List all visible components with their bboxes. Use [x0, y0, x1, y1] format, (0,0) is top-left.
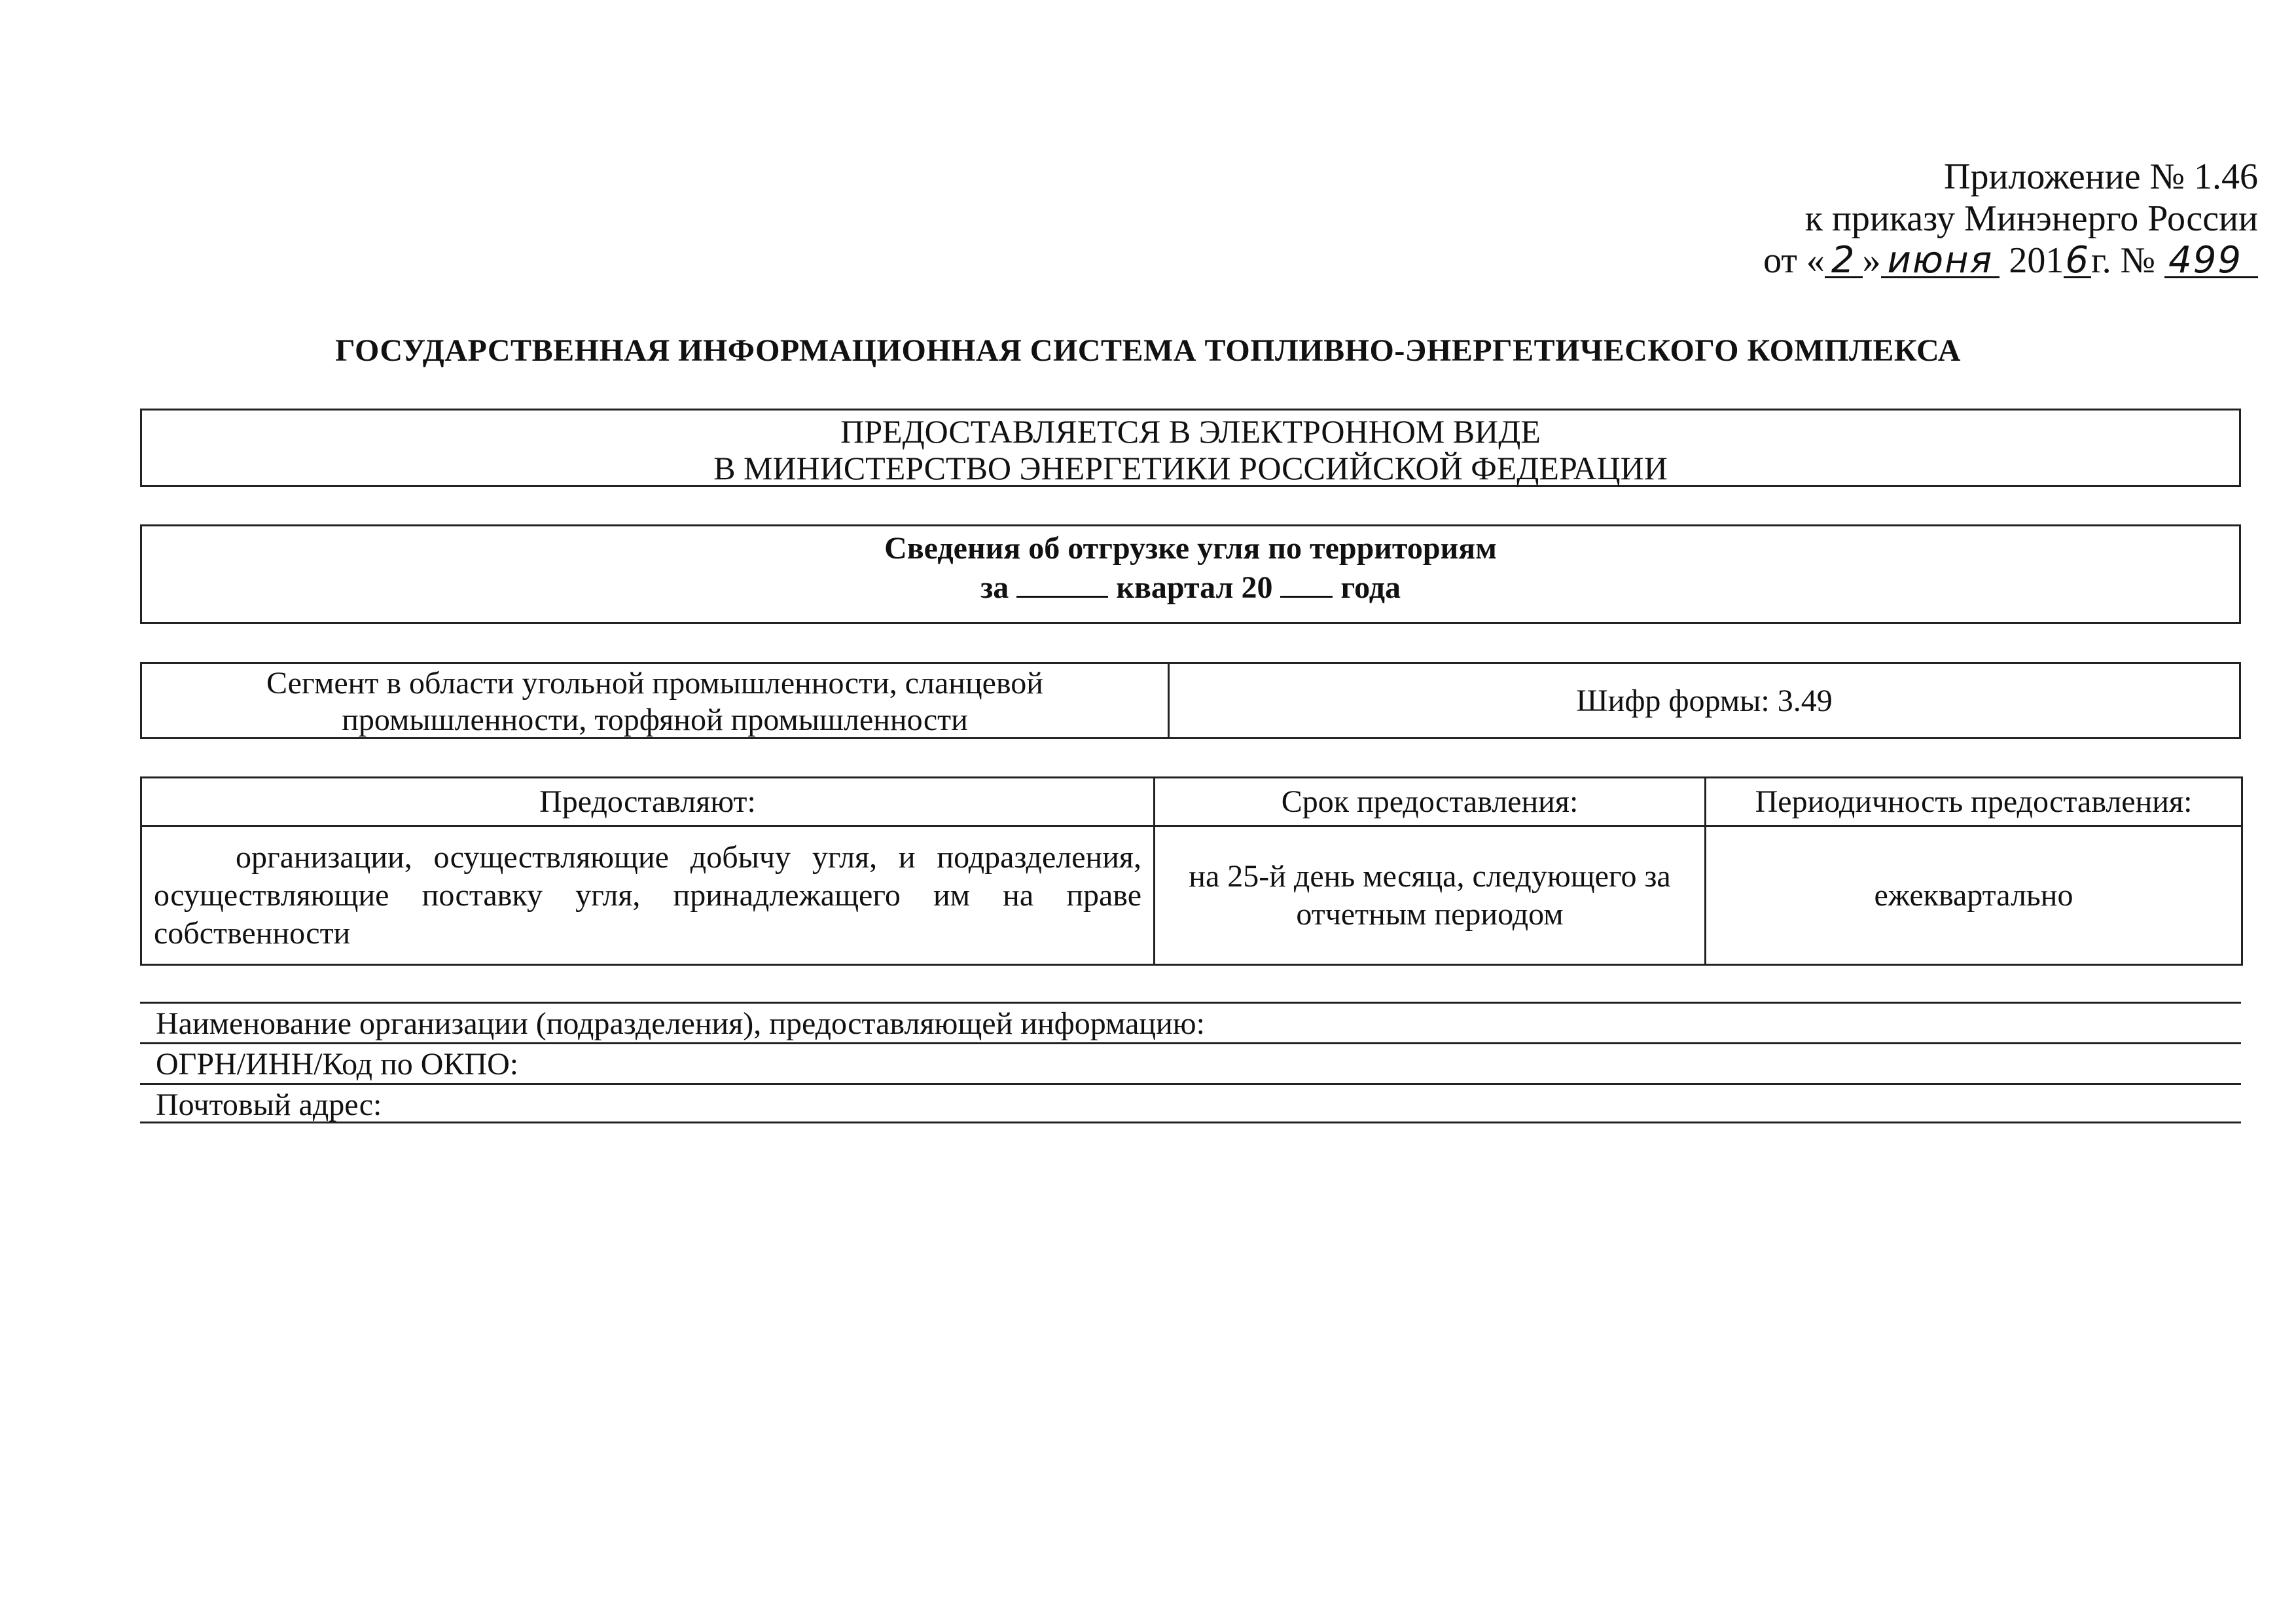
handwritten-day: 2 — [1825, 245, 1863, 278]
report-heading: Сведения об отгрузке угля по территориям — [884, 531, 1497, 566]
appendix-date-line — [1505, 240, 2258, 282]
header-submitters: Предоставляют: — [141, 778, 1155, 826]
quarter-blank-field[interactable] — [1016, 570, 1108, 598]
field-ogrn-inn-okpo[interactable]: ОГРН/ИНН/Код по ОКПО: — [140, 1042, 2241, 1083]
period-quarter: квартал 20 — [1116, 570, 1273, 605]
report-title-box — [140, 524, 2241, 624]
table-header-row — [141, 778, 2242, 826]
date-quote: » — [1862, 240, 1881, 281]
year-suffix: г. № — [2091, 240, 2156, 281]
period-year: года — [1340, 570, 1401, 605]
segment-label: Сегмент в области угольной промышленности, сланцевой промышленности, торфяной промышленности — [142, 664, 1170, 737]
field-postal-address[interactable]: Почтовый адрес: — [140, 1083, 2241, 1123]
organization-fields — [140, 1002, 2241, 1123]
cell-frequency: ежеквартально — [1706, 826, 2242, 965]
submission-line-1: ПРЕДОСТАВЛЯЕТСЯ В ЭЛЕКТРОННОМ ВИДЕ — [840, 413, 1541, 450]
report-period — [142, 568, 2239, 608]
year-prefix: 201 — [2009, 240, 2064, 281]
page-title: ГОСУДАРСТВЕННАЯ ИНФОРМАЦИОННАЯ СИСТЕМА ТОПЛИВНО-ЭНЕРГЕТИЧЕСКОГО КОМПЛЕКСА — [335, 333, 1961, 368]
appendix-reference — [1505, 156, 2258, 282]
handwritten-month: июня — [1881, 245, 2000, 278]
segment-box — [140, 662, 2241, 739]
submission-notice-box — [140, 409, 2241, 487]
header-deadline: Срок предоставления: — [1155, 778, 1706, 826]
header-frequency: Периодичность предоставления: — [1706, 778, 2242, 826]
table-row — [141, 826, 2242, 965]
handwritten-order-number: 499 — [2164, 245, 2258, 278]
date-prefix: от « — [1763, 240, 1825, 281]
form-code: Шифр формы: 3.49 — [1576, 683, 1833, 718]
submission-info-table — [140, 776, 2243, 966]
appendix-order-ref: к приказу Минэнерго России — [1804, 198, 2258, 239]
submission-line-2: В МИНИСТЕРСТВО ЭНЕРГЕТИКИ РОССИЙСКОЙ ФЕДЕРАЦИИ — [713, 450, 1668, 486]
period-for: за — [980, 570, 1009, 605]
field-organization-name[interactable]: Наименование организации (подразделения), предоставляющей информацию: — [140, 1002, 2241, 1042]
year-blank-field[interactable] — [1280, 570, 1333, 598]
handwritten-year-digit: 6 — [2065, 239, 2090, 282]
cell-deadline: на 25-й день месяца, следующего за отчетным периодом — [1155, 826, 1706, 965]
cell-submitters: организации, осуществляющие добычу угля, и подразделения, осуществляющие поставку угля, принадлежащего им на праве собственности — [141, 826, 1155, 965]
appendix-number: Приложение № 1.46 — [1944, 156, 2258, 197]
